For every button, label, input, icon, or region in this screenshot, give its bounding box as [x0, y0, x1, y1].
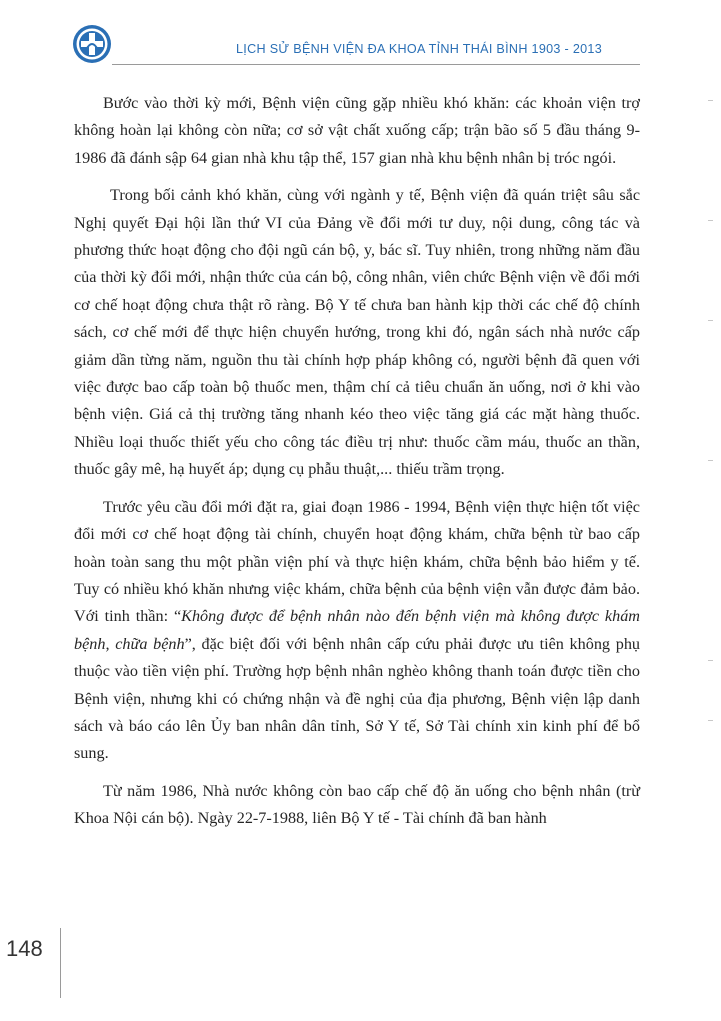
paragraph-3: [74, 494, 640, 768]
paragraph-1: Bước vào thời kỳ mới, Bệnh viện cũng gặp nhiều khó khăn: các khoản viện trợ không hoàn lại không còn nữa; cơ sở vật chất xuống cấp; trận bão số 5 đầu tháng 9-1986 đã đánh sập 64 gian nhà khu tập thể, 157 gian nhà khu bệnh nhân bị tróc ngói.: [74, 94, 640, 167]
paragraph-4: Từ năm 1986, Nhà nước không còn bao cấp chế độ ăn uống cho bệnh nhân (trừ Khoa Nội cán bộ). Ngày 22-7-1988, liên Bộ Y tế - Tài chính đã ban hành: [74, 781, 640, 828]
header-divider: [112, 64, 640, 65]
page-body: [74, 90, 640, 833]
page-number-divider: [60, 928, 61, 998]
margin-mark: [708, 220, 713, 221]
running-header-title: LỊCH SỬ BỆNH VIỆN ĐA KHOA TỈNH THÁI BÌNH 1903 - 2013: [236, 42, 603, 56]
paragraph-3-quote: Không được để bệnh nhân nào đến bệnh viện mà không được khám bệnh, chữa bệnh: [74, 607, 640, 653]
margin-mark: [708, 320, 713, 321]
margin-mark: [708, 660, 713, 661]
margin-mark: [708, 460, 713, 461]
paragraph-3-text-start: Trước yêu cầu đổi mới đặt ra, giai đoạn 1986 - 1994, Bệnh viện thực hiện tốt việc đổi mới cơ chế hoạt động tài chính, chuyển hoạt động khám, chữa bệnh từ bao cấp hoàn toàn sang thu một phần viện phí và thực hiện khám, chữa bệnh bảo hiểm y tế. Tuy có nhiều khó khăn nhưng việc khám, chữa bệnh của bệnh viện vẫn được đảm bảo. Với tinh thần: “: [74, 497, 640, 626]
paragraph-3-text-end: ”, đặc biệt đối với bệnh nhân cấp cứu phải được ưu tiên không phụ thuộc vào tiền viện phí. Trường hợp bệnh nhân nghèo không thanh toán được tiền cho Bệnh viện, nhưng khi có chứng nhận và đề nghị của địa phương, Bệnh viện lập danh sách và báo cáo lên Ủy ban nhân dân tỉnh, Sở Y tế, Sở Tài chính xin kinh phí để bổ sung.: [74, 634, 641, 763]
margin-mark: [708, 720, 713, 721]
paragraph-2: Trong bối cảnh khó khăn, cùng với ngành y tế, Bệnh viện đã quán triệt sâu sắc Nghị quyết Đại hội lần thứ VI của Đảng về đổi mới tư duy, nội dung, công tác và phương thức hoạt động cho đội ngũ cán bộ, y, bác sĩ. Tuy nhiên, trong những năm đầu của thời kỳ đổi mới, nhận thức của cán bộ, công nhân, viên chức Bệnh viện về đổi mới cơ chế hoạt động chưa thật rõ ràng. Bộ Y tế chưa ban hành kịp thời các chế độ chính sách, cơ chế mới để thực hiện chuyển hướng, trong khi đó, ngân sách nhà nước cấp giảm dần từng năm, nguồn thu tài chính hợp pháp không có, người bệnh đã quen với việc được bao cấp toàn bộ thuốc men, thậm chí cả tiêu chuẩn ăn uống, nơi ở khi vào bệnh viện. Giá cả thị trường tăng nhanh kéo theo việc tăng giá các mặt hàng thuốc. Nhiều loại thuốc thiết yếu cho công tác điều trị như: thuốc cầm máu, thuốc an thần, thuốc gây mê, hạ huyết áp; dụng cụ phẫu thuật,... thiếu trầm trọng.: [74, 186, 640, 479]
hospital-cross-logo-icon: [72, 24, 112, 64]
margin-mark: [708, 100, 713, 101]
page-number: 148: [6, 936, 43, 961]
